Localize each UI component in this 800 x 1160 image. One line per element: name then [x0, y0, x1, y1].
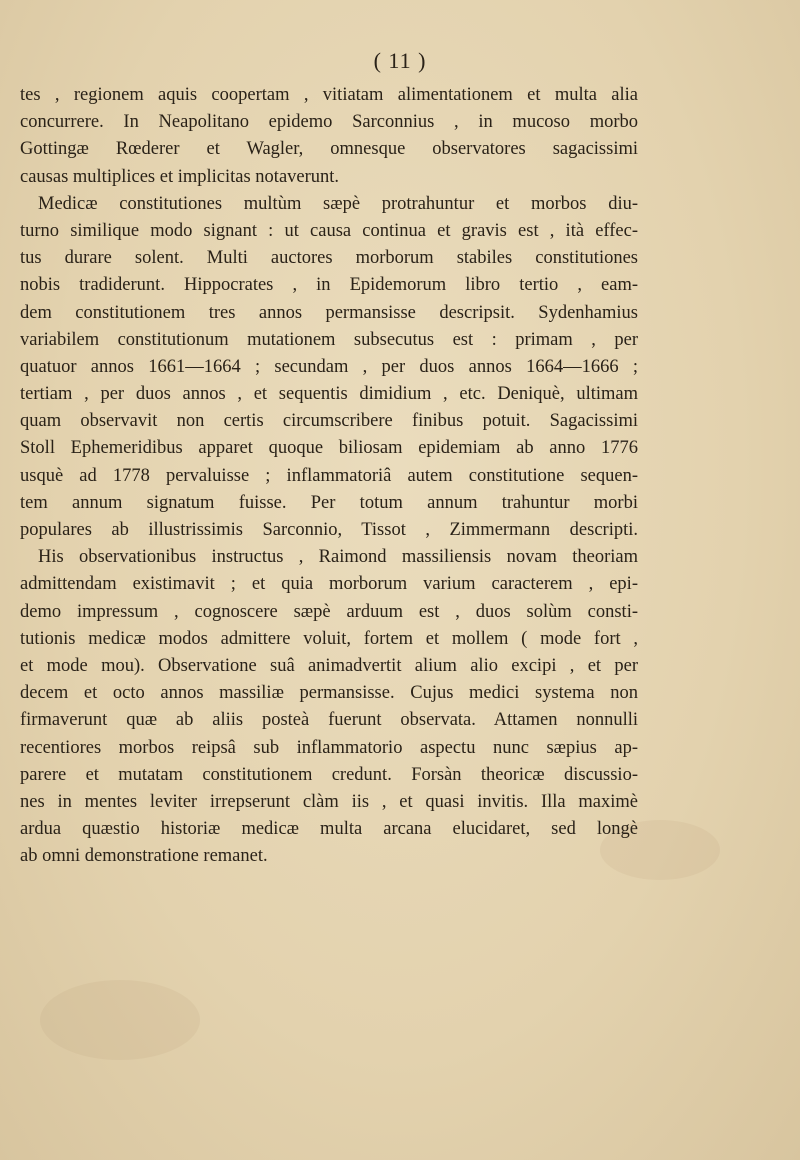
body-text: [20, 82, 638, 870]
text-line: Stoll Ephemeridibus apparet quoque biliosam epidemiam ab anno 1776: [20, 438, 638, 459]
text-line: tes , regionem aquis coopertam , vitiatam alimentationem et multa alia: [20, 85, 638, 105]
text-line: Medicæ constitutiones multùm sæpè protrahuntur et morbos diu-: [38, 193, 638, 214]
page-number: ( 11 ): [373, 48, 427, 73]
text-line: quam observavit non certis circumscribere finibus potuit. Sagacissimi: [20, 411, 638, 432]
text-line: causas multiplices et implicitas notaverunt.: [20, 166, 340, 187]
text-line: quatuor annos 1661—1664 ; secundam , per duos annos 1664—1666 ;: [20, 356, 638, 377]
text-line: nes in mentes leviter irrepserunt clàm iis , et quasi invitis. Illa maximè: [20, 791, 638, 812]
text-line: demo impressum , cognoscere sæpè arduum est , duos solùm consti-: [20, 601, 638, 622]
text-line: ardua quæstio historiæ medicæ multa arcana elucidaret, sed longè: [20, 819, 638, 840]
text-line: variabilem constitutionum mutationem subsecutus est : primam , per: [20, 329, 638, 350]
text-line: decem et octo annos massiliæ permansisse. Cujus medici systema non: [20, 683, 638, 704]
text-line: parere et mutatam constitutionem credunt. Forsàn theoricæ discussio-: [20, 764, 638, 785]
text-line: concurrere. In Neapolitano epidemo Sarconnius , in mucoso morbo: [20, 112, 638, 133]
text-line: recentiores morbos reipsâ sub inflammatorio aspectu nunc sæpius ap-: [20, 737, 638, 758]
text-line: nobis tradiderunt. Hippocrates , in Epidemorum libro tertio , eam-: [20, 275, 638, 296]
text-line: tutionis medicæ modos admittere voluit, fortem et mollem ( mode fort ,: [20, 628, 638, 649]
text-line: tus durare solent. Multi auctores morborum stabiles constitutiones: [20, 248, 638, 269]
text-line: populares ab illustrissimis Sarconnio, Tissot , Zimmermann descripti.: [20, 520, 638, 540]
text-line: ab omni demonstratione remanet.: [20, 846, 268, 867]
text-line: tem annum signatum fuisse. Per totum annum trahuntur morbi: [20, 492, 638, 513]
text-line: turno similique modo signant : ut causa continua et gravis est , ità effec-: [20, 220, 638, 241]
text-line: dem constitutionem tres annos permansisse descripsit. Sydenhamius: [20, 302, 638, 323]
text-line: admittendam existimavit ; et quia morborum varium caracterem , epi-: [20, 574, 638, 595]
text-line: His observationibus instructus , Raimond massiliensis novam theoriam: [38, 547, 638, 568]
text-line: firmaverunt quæ ab aliis posteà fuerunt observata. Attamen nonnulli: [20, 710, 638, 731]
text-line: Gottingæ Rœderer et Wagler, omnesque observatores sagacissimi: [20, 139, 638, 160]
text-line: tertiam , per duos annos , et sequentis dimidium , etc. Deniquè, ultimam: [20, 384, 638, 405]
text-line: usquè ad 1778 pervaluisse ; inflammatoriâ autem constitutione sequen-: [20, 465, 638, 486]
text-line: et mode mou). Observatione suâ animadvertit alium alio excipi , et per: [20, 655, 638, 676]
paper-stain: [40, 980, 200, 1060]
